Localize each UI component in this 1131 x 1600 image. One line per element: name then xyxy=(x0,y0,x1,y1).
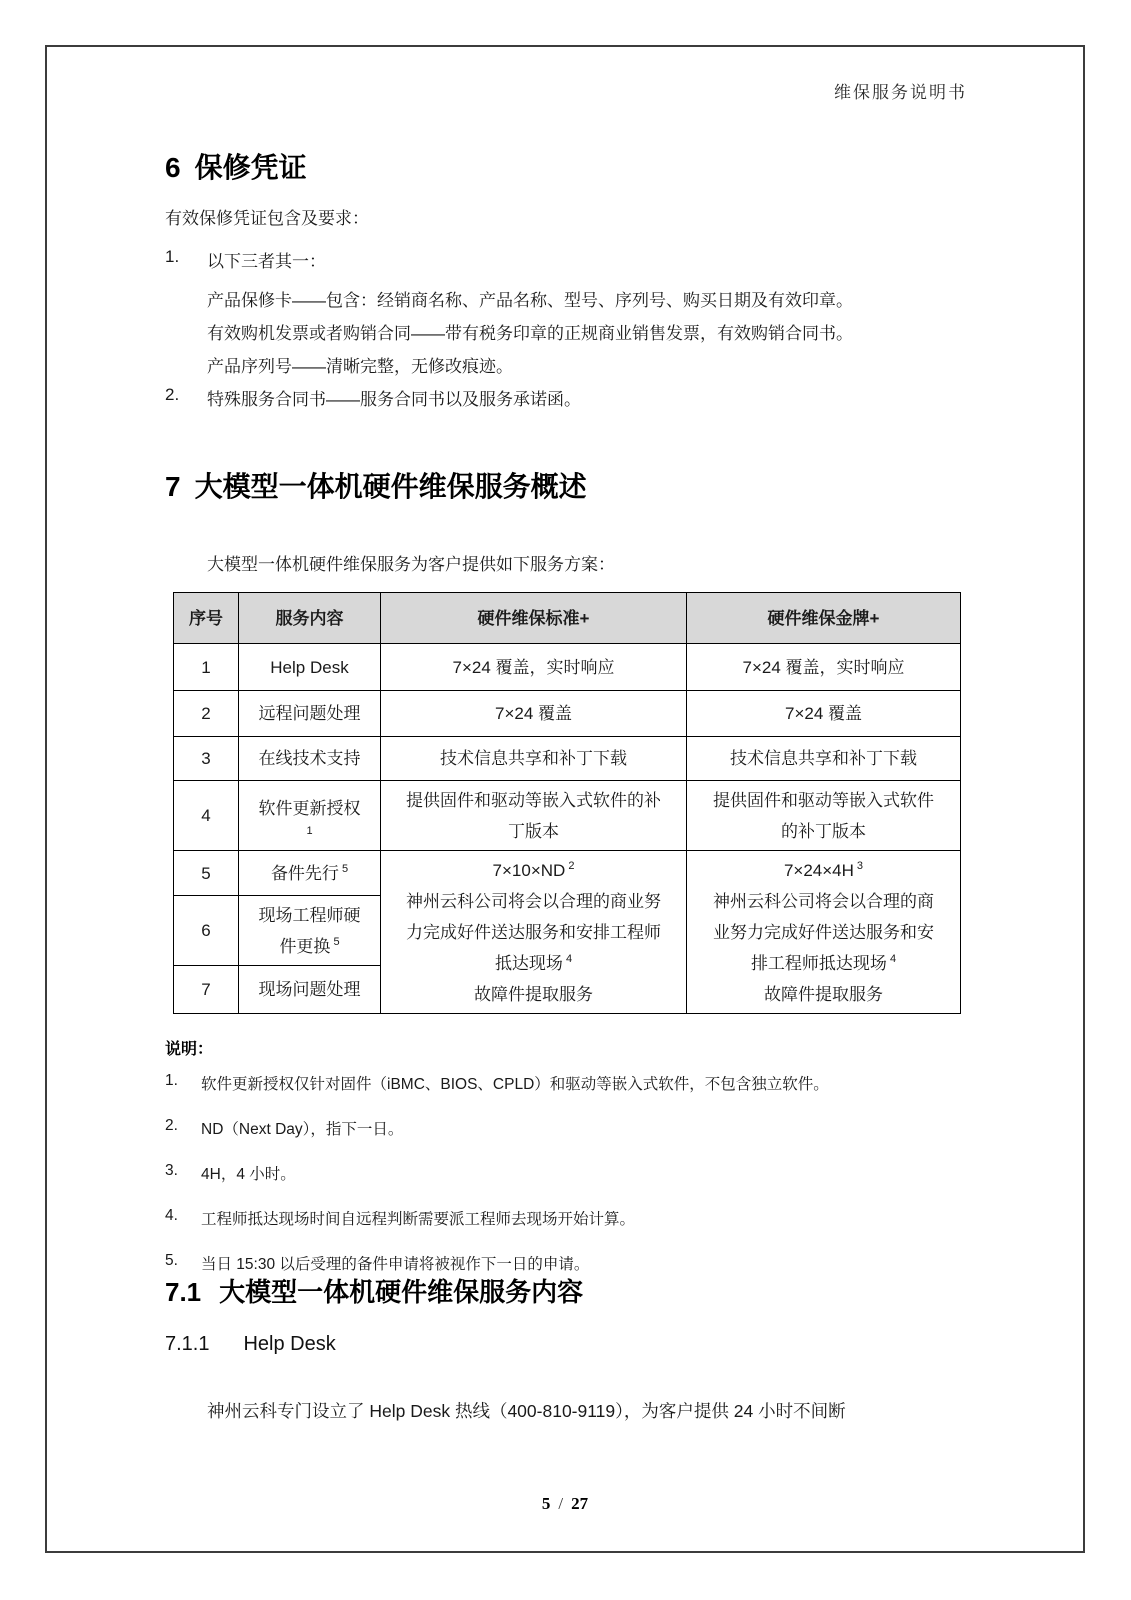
section7-intro: 大模型一体机硬件维保服务为客户提供如下服务方案： xyxy=(207,555,615,574)
note-text: 4H，4 小时。 xyxy=(201,1166,296,1183)
table-row xyxy=(174,851,961,896)
cell-gold: 提供固件和驱动等嵌入式软件的补丁版本 xyxy=(687,781,961,851)
service-plan-table xyxy=(173,592,961,1014)
footnote-marker: 2 xyxy=(568,859,575,872)
running-header: 维保服务说明书 xyxy=(834,83,967,102)
list-item-1-details xyxy=(207,284,967,383)
cell-standard: 技术信息共享和补丁下载 xyxy=(381,737,687,781)
page-footer xyxy=(45,1494,1085,1514)
cell-service: 现场问题处理 xyxy=(239,966,381,1014)
notes-label: 说明： xyxy=(165,1041,214,1058)
faulty-part-service: 故障件提取服务 xyxy=(764,984,883,1004)
footnote-marker: 1 xyxy=(306,825,313,837)
section7-1-title: 大模型一体机硬件维保服务内容 xyxy=(219,1277,584,1307)
section6-number: 6 xyxy=(165,152,181,183)
serial-number-line: 产品序列号——清晰完整，无修改痕迹。 xyxy=(207,357,513,376)
cell-no: 7 xyxy=(174,966,239,1014)
notes-list xyxy=(165,1072,955,1297)
section7-heading xyxy=(165,465,587,505)
list-item-2-text: 特殊服务合同书——服务合同书以及服务承诺函。 xyxy=(207,390,581,409)
note-text: 软件更新授权仅针对固件（iBMC、BIOS、CPLD）和驱动等嵌入式软件，不包含独立软件。 xyxy=(201,1076,829,1093)
col-header-gold: 硬件维保金牌+ xyxy=(687,593,961,644)
note-item xyxy=(165,1207,955,1229)
cell-standard-merged xyxy=(381,851,687,1014)
sla-line xyxy=(405,855,662,886)
list-item-1 xyxy=(165,247,326,272)
cell-service: 在线技术支持 xyxy=(239,737,381,781)
cell-service xyxy=(239,781,381,851)
section6-heading xyxy=(165,146,307,186)
cell-gold: 7×24 覆盖，实时响应 xyxy=(687,644,961,691)
table-row xyxy=(174,691,961,737)
col-header-service: 服务内容 xyxy=(239,593,381,644)
note-number: 4. xyxy=(165,1207,178,1224)
note-text: ND（Next Day），指下一日。 xyxy=(201,1121,404,1138)
footnote-marker: 4 xyxy=(889,952,897,965)
cell-standard: 提供固件和驱动等嵌入式软件的补丁版本 xyxy=(381,781,687,851)
cell-no: 1 xyxy=(174,644,239,691)
note-number: 2. xyxy=(165,1117,178,1134)
note-item xyxy=(165,1252,955,1274)
delivery-commitment-text: 神州云科公司将会以合理的商业努力完成好件送达服务和安排工程师抵达现场 xyxy=(713,891,934,973)
list-item-1-number: 1. xyxy=(165,247,180,266)
note-item xyxy=(165,1072,955,1094)
footer-page-total: 27 xyxy=(571,1494,589,1513)
table-header-row xyxy=(174,593,961,644)
cell-gold-merged xyxy=(687,851,961,1014)
note-text: 工程师抵达现场时间自远程判断需要派工程师去现场开始计算。 xyxy=(201,1211,636,1228)
section7-number: 7 xyxy=(165,471,181,502)
cell-standard: 7×24 覆盖，实时响应 xyxy=(381,644,687,691)
cell-service-text: 备件先行 xyxy=(270,863,339,883)
table-row xyxy=(174,737,961,781)
note-number: 3. xyxy=(165,1162,178,1179)
note-number: 1. xyxy=(165,1072,178,1089)
cell-service xyxy=(239,851,381,896)
footnote-marker: 5 xyxy=(333,935,340,948)
cell-service-text: 软件更新授权 xyxy=(258,799,361,818)
section6-intro: 有效保修凭证包含及要求： xyxy=(165,209,369,228)
cell-no: 2 xyxy=(174,691,239,737)
cell-standard: 7×24 覆盖 xyxy=(381,691,687,737)
table-row xyxy=(174,781,961,851)
cell-no: 3 xyxy=(174,737,239,781)
cell-service xyxy=(239,896,381,966)
cell-service-text: 现场工程师硬件更换 xyxy=(258,905,361,956)
cell-no: 4 xyxy=(174,781,239,851)
sla-text: 7×24×4H xyxy=(783,860,854,880)
sla-text: 7×10×ND xyxy=(492,860,566,880)
list-item-2-number: 2. xyxy=(165,385,180,404)
footnote-marker: 3 xyxy=(856,859,864,872)
faulty-part-service: 故障件提取服务 xyxy=(474,984,593,1004)
note-number: 5. xyxy=(165,1252,178,1269)
sla-line xyxy=(711,855,936,886)
footnote-marker: 5 xyxy=(341,862,349,875)
col-header-no: 序号 xyxy=(174,593,239,644)
footer-page-current: 5 xyxy=(541,1494,551,1513)
list-item-2 xyxy=(165,385,581,410)
invoice-line: 有效购机发票或者购销合同——带有税务印章的正规商业销售发票，有效购销合同书。 xyxy=(207,324,853,343)
section7-1-number: 7.1 xyxy=(165,1277,202,1307)
table-row xyxy=(174,644,961,691)
footnote-marker: 4 xyxy=(565,952,573,965)
cell-service: 远程问题处理 xyxy=(239,691,381,737)
note-item xyxy=(165,1117,955,1139)
note-item xyxy=(165,1162,955,1184)
section7-1-1-title: Help Desk xyxy=(243,1333,336,1355)
cell-service: Help Desk xyxy=(239,644,381,691)
delivery-commitment xyxy=(711,886,936,979)
warranty-card-line: 产品保修卡——包含：经销商名称、产品名称、型号、序列号、购买日期及有效印章。 xyxy=(207,291,853,310)
section7-1-heading xyxy=(165,1272,583,1309)
section7-1-1-number: 7.1.1 xyxy=(165,1333,210,1355)
cell-gold: 7×24 覆盖 xyxy=(687,691,961,737)
footer-separator: / xyxy=(558,1494,564,1513)
helpdesk-paragraph: 神州云科专门设立了 Help Desk 热线（400-810-9119），为客户提供 24 小时不间断 xyxy=(207,1401,846,1421)
cell-no: 6 xyxy=(174,896,239,966)
cell-no: 5 xyxy=(174,851,239,896)
list-item-1-text: 以下三者其一： xyxy=(207,252,326,271)
cell-gold: 技术信息共享和补丁下载 xyxy=(687,737,961,781)
delivery-commitment-text: 神州云科公司将会以合理的商业努力完成好件送达服务和安排工程师抵达现场 xyxy=(406,891,661,973)
delivery-commitment xyxy=(405,886,662,979)
section6-title: 保修凭证 xyxy=(194,152,307,183)
col-header-standard: 硬件维保标准+ xyxy=(381,593,687,644)
section7-1-1-heading xyxy=(165,1333,336,1356)
note-text: 当日 15:30 以后受理的备件申请将被视作下一日的申请。 xyxy=(201,1256,590,1273)
section7-title: 大模型一体机硬件维保服务概述 xyxy=(194,471,587,502)
